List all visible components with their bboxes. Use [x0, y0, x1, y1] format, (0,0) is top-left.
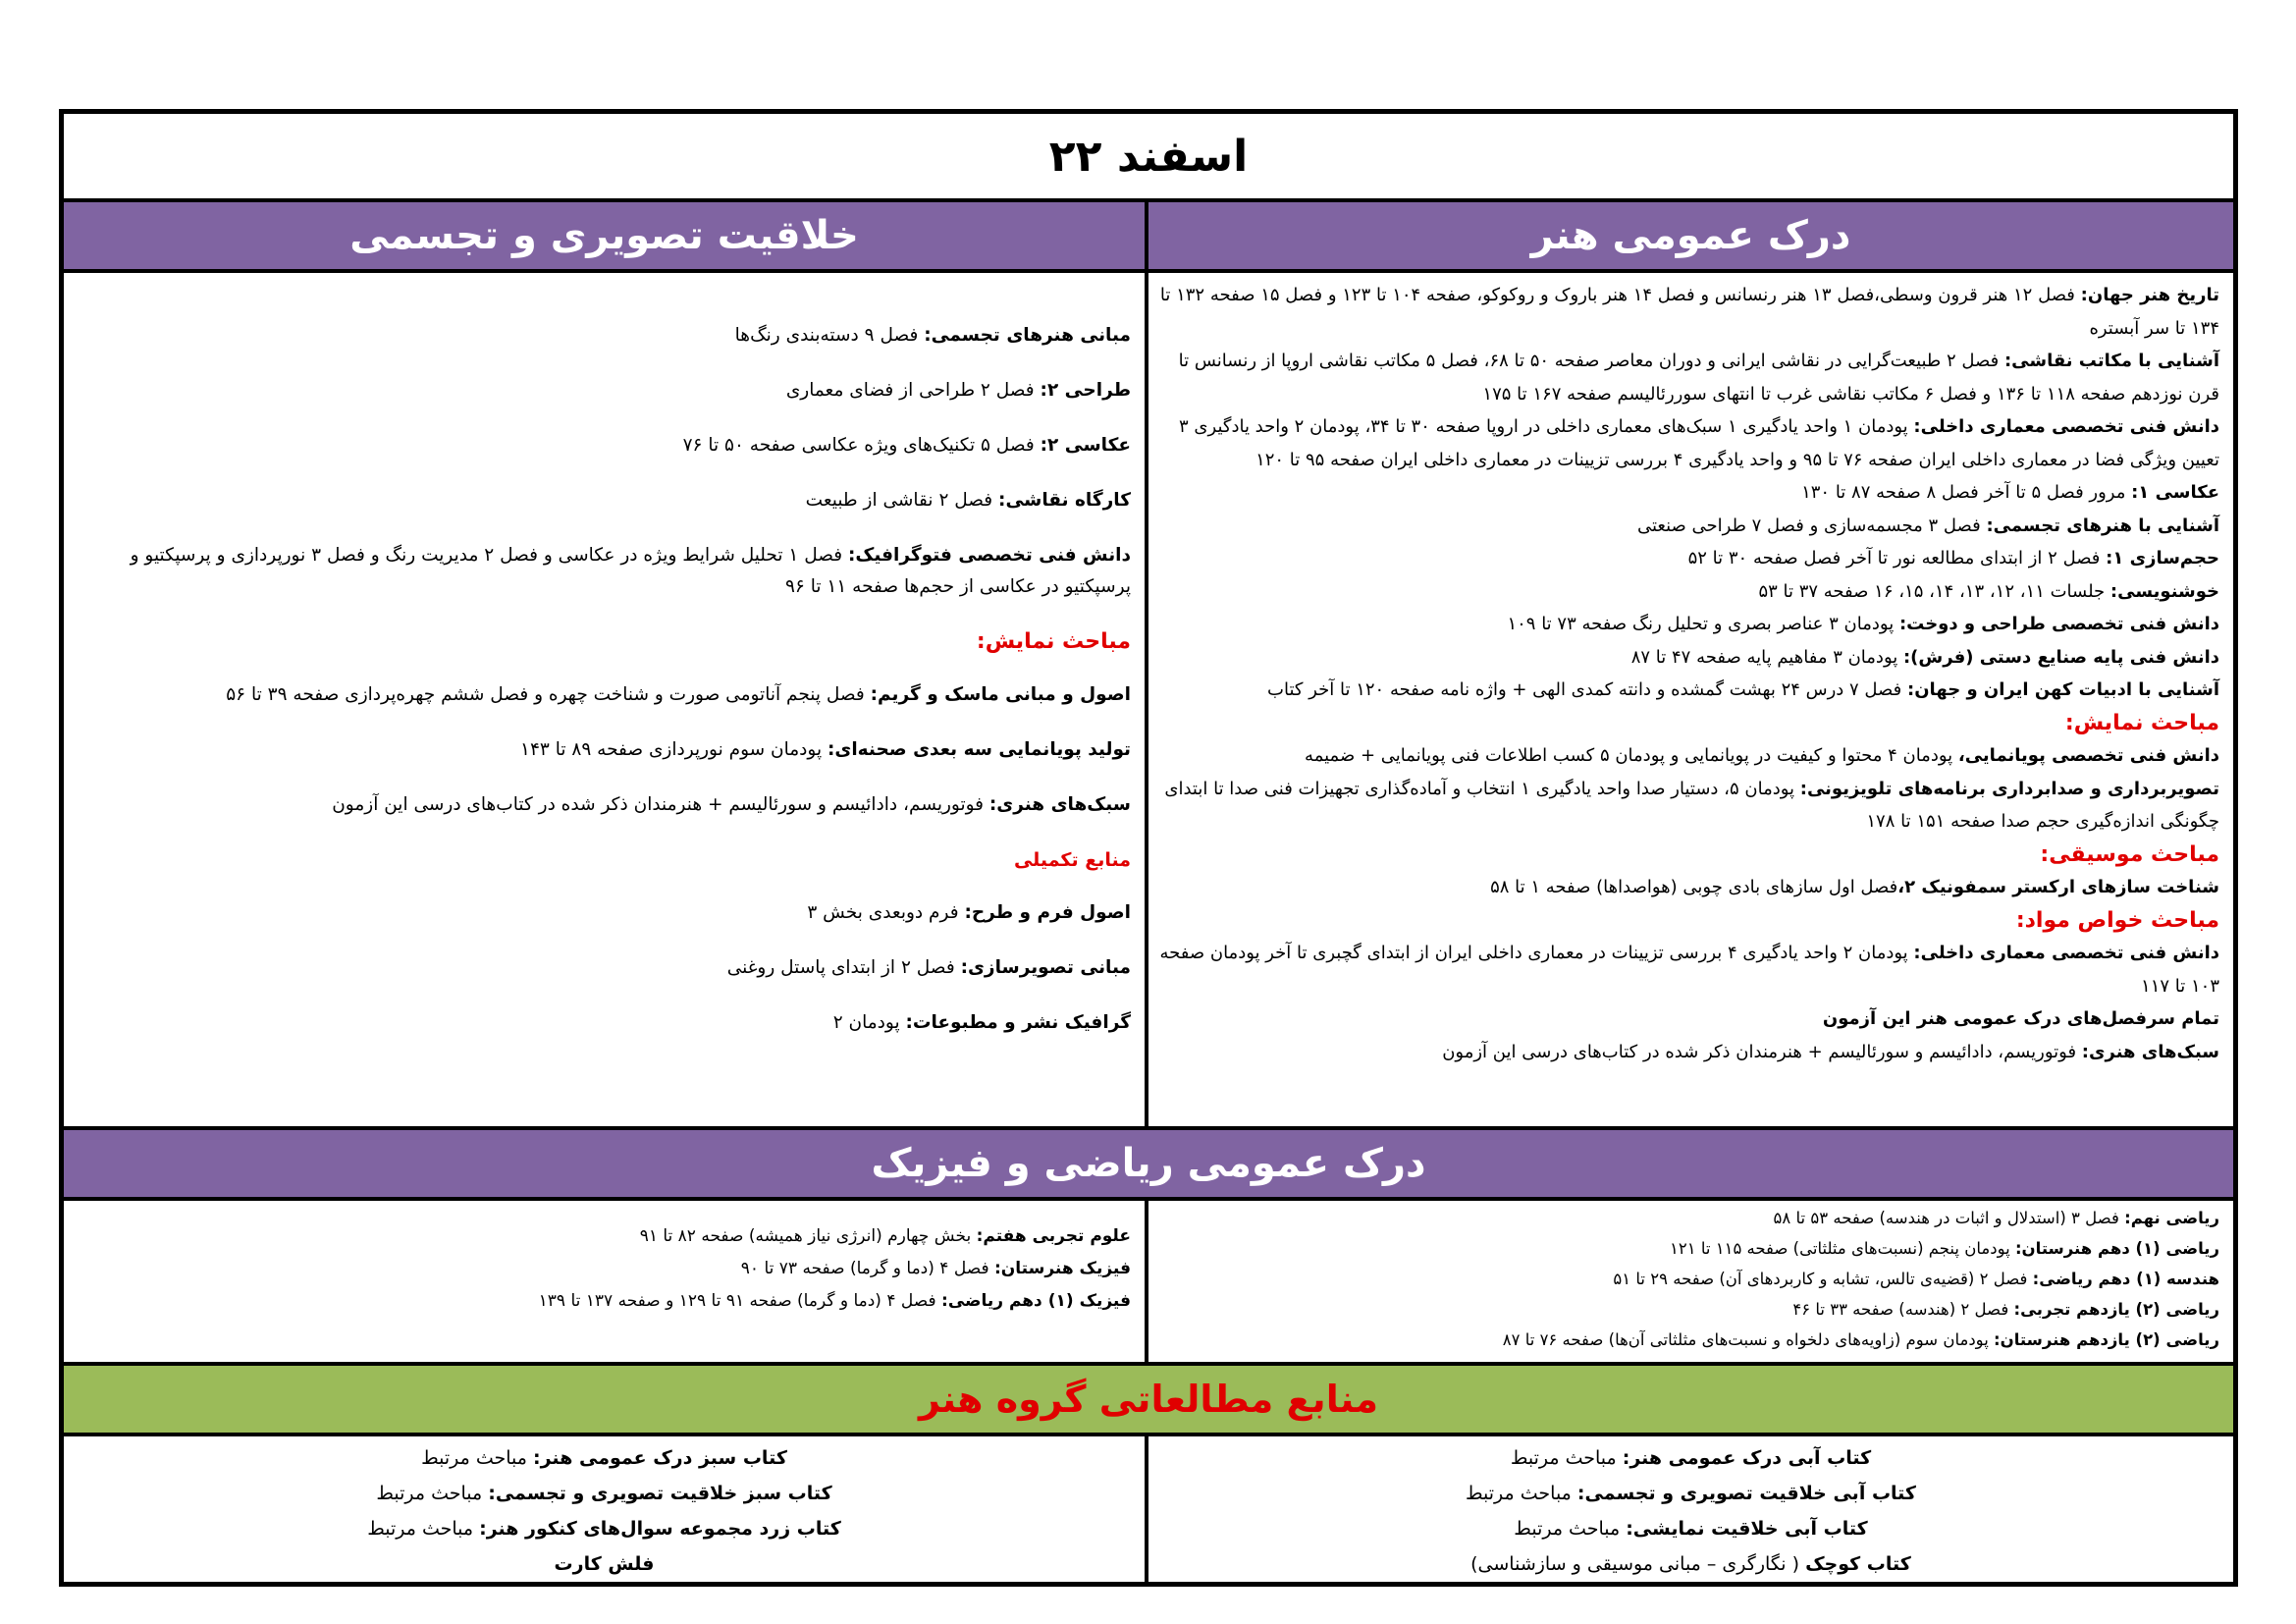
- item-text: بخش چهارم (انرژی نیاز همیشه) صفحه ۸۲ تا ۹۱: [639, 1226, 977, 1246]
- section1-header-row: [64, 202, 2233, 273]
- list-item: [74, 1253, 1131, 1285]
- item-text: پودمان ۵، دستیار صدا واحد یادگیری ۱ انتخاب و آماده‌گذاری تجهیزات فنی صدا تا ابتدای چگونگی اندازه‌گیری حجم صدا صفحه ۱۵۱ تا ۱۷۸: [1164, 778, 2219, 832]
- item-text: فصل ۲ طراحی از فضای معماری: [785, 380, 1041, 401]
- item-label: مبانی هنرهای تجسمی:: [924, 325, 1131, 346]
- list-item: [1148, 1511, 2233, 1546]
- item-label: کتاب سبز درک عمومی هنر:: [533, 1447, 787, 1469]
- item-text: مباحث مرتبط: [1514, 1518, 1627, 1540]
- list-item: [74, 952, 1131, 984]
- art-general-items: [1158, 279, 2219, 707]
- item-text: فصل ۱ تحلیل شرایط ویژه در عکاسی و فصل ۲ مدیریت رنگ و فصل ۳ نورپردازی و پرسپکتیو و پرسپکتیو در عکاسی از حجم‌ها صفحه ۱۱ تا ۹۶: [130, 545, 1131, 597]
- list-item: [1158, 1036, 2219, 1069]
- item-label: حجم‌سازی ۱:: [2106, 548, 2219, 568]
- item-label: گرافیک نشر و مطبوعات:: [905, 1012, 1131, 1033]
- list-item: [74, 320, 1131, 352]
- item-label: خوشنویسی:: [2109, 580, 2219, 602]
- item-text: پودمان ۲: [832, 1012, 906, 1033]
- item-text: مرور فصل ۵ تا آخر فصل ۸ صفحه ۸۷ تا ۱۳۰: [1801, 482, 2132, 503]
- item-label: تولید پویانمایی سه بعدی صحنه‌ای:: [827, 739, 1131, 760]
- green-books-content: [64, 1436, 1148, 1582]
- item-text: فصل ۷ درس ۲۴ بهشت گمشده و دانته کمدی الهی + واژه نامه صفحه ۱۲۰ تا آخر کتاب: [1267, 679, 1907, 700]
- item-text: فصل ۵ تکنیک‌های ویژه عکاسی صفحه ۵۰ تا ۷۶: [682, 435, 1041, 456]
- item-label: کتاب سبز خلاقیت تصویری و تجسمی:: [488, 1483, 832, 1504]
- list-item: [1158, 773, 2219, 839]
- item-text: فصل پنجم آناتومی صورت و شناخت چهره و فصل ششم چهره‌پردازی صفحه ۳۹ تا ۵۶: [226, 684, 871, 705]
- list-item: [1158, 641, 2219, 675]
- list-item: [64, 1546, 1145, 1582]
- music-heading: مباحث موسیقی:: [2040, 841, 2219, 867]
- math-physics-header: درک عمومی ریاضی و فیزیک: [64, 1130, 2233, 1201]
- date-title-row: [64, 114, 2233, 202]
- item-label: مبانی تصویرسازی:: [960, 957, 1131, 978]
- item-label: ریاضی (۱) دهم هنرستان:: [2014, 1239, 2219, 1258]
- sources-heading: منابع تکمیلی: [1013, 849, 1131, 871]
- item-text: فصل ۴ (دما و گرما) صفحه ۷۳ تا ۹۰: [740, 1259, 994, 1278]
- visual-creativity-content: [64, 273, 1148, 1126]
- blue-books-content: [1148, 1436, 2233, 1582]
- schedule-table: [59, 109, 2238, 1587]
- item-label: دانش فنی پایه صنایع دستی (فرش):: [1902, 646, 2219, 668]
- left-namayesh-items: [74, 679, 1131, 821]
- item-label: سبک‌های هنری:: [988, 794, 1131, 815]
- item-text: فصل ۱۲ هنر قرون وسطی،فصل ۱۳ هنر رنسانس و فصل ۱۴ هنر باروک و روکوکو، صفحه ۱۰۴ تا ۱۲۳ و فصل ۱۵ صفحه ۱۳۲ تا ۱۳۴ تا سر آبستره: [1159, 285, 2219, 339]
- item-text: فرم دوبعدی بخش ۳: [807, 902, 965, 923]
- item-text: فصل ۳ (استدلال و اثبات در هندسه) صفحه ۵۳ تا ۵۸: [1773, 1209, 2125, 1227]
- list-item: [1158, 476, 2219, 510]
- item-text: فصل اول سازهای بادی چوبی (هواصداها) صفحه ۱ تا ۵۸: [1490, 877, 1898, 897]
- list-item: [1158, 345, 2219, 410]
- item-text: پودمان پنجم (نسبت‌های مثلثاتی) صفحه ۱۱۵ تا ۱۲۱: [1670, 1239, 2015, 1258]
- item-label: کتاب آبی درک عمومی هنر:: [1622, 1447, 1872, 1469]
- item-label: تمام سرفصل‌های درک عمومی هنر این آزمون: [1822, 1008, 2219, 1029]
- item-text: فصل ۲ نقاشی از طبیعت: [805, 490, 999, 511]
- item-label: کتاب آبی خلاقیت نمایشی:: [1626, 1518, 1868, 1540]
- list-item: [74, 897, 1131, 929]
- list-item: [74, 1285, 1131, 1318]
- item-label: طراحی ۲:: [1040, 380, 1131, 401]
- item-label: کتاب کوچک: [1805, 1553, 1911, 1575]
- left-namayesh-heading: مباحث نمایش:: [976, 629, 1131, 654]
- material-heading: مباحث خواص مواد:: [2015, 907, 2219, 933]
- list-item: [1148, 1546, 2233, 1582]
- list-item: [1158, 871, 2219, 904]
- item-label: هندسه (۱) دهم ریاضی:: [2032, 1270, 2219, 1288]
- item-text: مباحث مرتبط: [421, 1447, 534, 1469]
- item-label: کتاب زرد مجموعه سوال‌های کنکور هنر:: [479, 1518, 841, 1540]
- item-text: فوتوریسم، دادائیسم و سورئالیسم + هنرمندان ذکر شده در کتاب‌های درسی این آزمون: [332, 794, 989, 815]
- list-item: [1158, 1294, 2219, 1325]
- music-items: [1158, 871, 2219, 904]
- item-label: علوم تجربی هفتم:: [976, 1226, 1131, 1246]
- item-label: فیزیک (۱) دهم ریاضی:: [941, 1291, 1131, 1311]
- item-label: تاریخ هنر جهان:: [2080, 285, 2219, 305]
- list-item: [1158, 542, 2219, 575]
- namayesh-heading: مباحث نمایش:: [2064, 710, 2219, 735]
- item-text: فصل ۴ (دما و گرما) صفحه ۹۱ تا ۱۲۹ و صفحه ۱۳۷ تا ۱۳۹: [538, 1291, 942, 1311]
- study-sources-header: منابع مطالعاتی گروه هنر: [64, 1366, 2233, 1436]
- list-item: [74, 734, 1131, 766]
- list-item: [74, 679, 1131, 711]
- section1-content-row: [64, 273, 2233, 1130]
- item-text: جلسات ۱۱، ۱۲، ۱۳، ۱۴، ۱۵، ۱۶ صفحه ۳۷ تا ۵۳: [1758, 580, 2110, 602]
- item-label: اصول و مبانی ماسک و گریم:: [870, 684, 1131, 705]
- item-label: دانش فنی تخصصی پویانمایی،: [1957, 745, 2219, 766]
- item-label: تصویربرداری و صدابرداری برنامه‌های تلویزیونی:: [1799, 778, 2219, 799]
- list-item: [1148, 1476, 2233, 1511]
- list-item: [64, 1440, 1145, 1476]
- list-item: [74, 1007, 1131, 1039]
- item-label: دانش فنی تخصصی فتوگرافیک:: [848, 545, 1131, 566]
- list-item: [74, 375, 1131, 406]
- item-text: فصل ۳ مجسمه‌سازی و فصل ۷ طراحی صنعتی: [1636, 514, 1987, 536]
- list-item: [1158, 279, 2219, 345]
- namayesh-items: [1158, 739, 2219, 839]
- material-items: [1158, 937, 2219, 1068]
- list-item: [74, 540, 1131, 603]
- item-label: عکاسی ۱:: [2131, 482, 2219, 503]
- item-label: سبک‌های هنری:: [2081, 1041, 2219, 1062]
- section3-content-row: [64, 1436, 2233, 1582]
- item-label: دانش فنی تخصصی معماری داخلی:: [1913, 943, 2219, 963]
- item-text: مباحث مرتبط: [1510, 1447, 1623, 1469]
- item-label: عکاسی ۲:: [1040, 435, 1131, 456]
- art-general-content: [1148, 273, 2233, 1126]
- list-item: [1158, 1203, 2219, 1233]
- list-item: [1158, 1002, 2219, 1036]
- item-text: فصل ۲ (هندسه) صفحه ۳۳ تا ۴۶: [1792, 1300, 2014, 1319]
- list-item: [1158, 608, 2219, 641]
- item-label: ریاضی (۲) یازدهم هنرستان:: [1994, 1330, 2219, 1349]
- item-text: پودمان ۳ عناصر بصری و تحلیل رنگ صفحه ۷۳ تا ۱۰۹: [1507, 614, 1899, 634]
- item-label: ریاضی نهم:: [2124, 1209, 2219, 1227]
- item-text: پودمان ۳ مفاهیم پایه صفحه ۴۷ تا ۸۷: [1630, 646, 1903, 668]
- item-text: پودمان سوم نورپردازی صفحه ۸۹ تا ۱۴۳: [520, 739, 828, 760]
- item-text: پودمان ۱ واحد یادگیری ۱ سبک‌های معماری داخلی در اروپا صفحه ۳۰ تا ۳۴، پودمان ۲ واحد یادگیری ۳ تعیین ویژگی فضا در معماری داخلی ایران صفحه ۷۶ تا ۹۵ و واحد یادگیری ۴ بررسی تزیینات در معماری داخلی ایران صفحه ۹۵ تا ۱۲۰: [1179, 416, 2219, 470]
- item-text: ( نگارگری – مبانی موسیقی و سازشناسی): [1470, 1553, 1806, 1575]
- item-text: پودمان ۴ محتوا و کیفیت در پویانمایی و پودمان ۵ کسب اطلاعات فنی پویانمایی + ضمیمه: [1305, 745, 1958, 766]
- sources-items: [74, 897, 1131, 1039]
- list-item: [74, 430, 1131, 461]
- item-text: مباحث مرتبط: [376, 1483, 489, 1504]
- list-item: [1158, 410, 2219, 476]
- item-label: اصول فرم و طرح:: [964, 902, 1131, 923]
- item-label: فیزیک هنرستان:: [993, 1259, 1131, 1278]
- page-title: ۲۲ اسفند: [1048, 131, 1249, 182]
- list-item: [1158, 1264, 2219, 1294]
- item-label: آشنایی با هنرهای تجسمی:: [1986, 514, 2219, 536]
- item-text: فوتوریسم، دادائیسم و سورئالیسم + هنرمندان ذکر شده در کتاب‌های درسی این آزمون: [1442, 1041, 2082, 1062]
- item-text: فصل ۲ طبیعت‌گرایی در نقاشی ایرانی و دوران معاصر صفحه ۵۰ تا ۶۸، فصل ۵ مکاتب نقاشی اروپا از رنسانس تا قرن نوزدهم صفحه ۱۱۸ تا ۱۳۶ و فصل ۶ مکاتب نقاشی غرب تا انتهای سوررئالیسم صفحه ۱۶۷ تا ۱۷۵: [1178, 351, 2219, 405]
- list-item: [1158, 1233, 2219, 1264]
- list-item: [1158, 937, 2219, 1002]
- item-text: فصل ۹ دسته‌بندی رنگ‌ها: [734, 325, 925, 346]
- item-label: ریاضی (۲) یازدهم تجربی:: [2013, 1300, 2219, 1319]
- list-item: [64, 1511, 1145, 1546]
- item-label: شناخت سازهای ارکستر سمفونیک ۲،: [1897, 877, 2219, 897]
- item-label: کتاب آبی خلاقیت تصویری و تجسمی:: [1576, 1483, 1916, 1504]
- section2-content-row: [64, 1201, 2233, 1366]
- list-item: [64, 1476, 1145, 1511]
- item-text: پودمان سوم (زاویه‌های دلخواه و نسبت‌های مثلثاتی آن‌ها) صفحه ۷۶ تا ۸۷: [1502, 1330, 1995, 1349]
- item-text: فصل ۲ از ابتدای مطالعه نور تا آخر فصل صفحه ۳۰ تا ۵۲: [1687, 548, 2107, 568]
- visual-creativity-header: خلاقیت تصویری و تجسمی: [64, 202, 1148, 269]
- item-text: فصل ۲ (قضیه‌ی تالس، تشابه و کاربردهای آن) صفحه ۲۹ تا ۵۱: [1613, 1270, 2033, 1288]
- list-item: [74, 485, 1131, 516]
- item-label: دانش فنی تخصصی طراحی و دوخت:: [1898, 614, 2219, 634]
- art-general-header: درک عمومی هنر: [1148, 202, 2233, 269]
- list-item: [74, 789, 1131, 821]
- list-item: [1158, 674, 2219, 707]
- physics-content: [64, 1201, 1148, 1362]
- list-item: [74, 1220, 1131, 1253]
- item-label: کارگاه نقاشی:: [998, 490, 1131, 511]
- item-text: مباحث مرتبط: [1466, 1483, 1577, 1504]
- list-item: [1158, 510, 2219, 543]
- list-item: [1158, 575, 2219, 609]
- item-label: دانش فنی تخصصی معماری داخلی:: [1913, 416, 2219, 437]
- item-text: پودمان ۲ واحد یادگیری ۴ بررسی تزیینات در معماری داخلی ایران از ابتدای گچبری تا آخر پودمان صفحه ۱۰۳ تا ۱۱۷: [1159, 943, 2219, 997]
- item-text: مباحث مرتبط: [367, 1518, 480, 1540]
- list-item: [1148, 1440, 2233, 1476]
- item-label: آشنایی با ادبیات کهن ایران و جهان:: [1907, 679, 2219, 700]
- visual-items: [74, 320, 1131, 603]
- item-text: فصل ۲ از ابتدای پاستل روغنی: [726, 957, 961, 978]
- list-item: [1158, 739, 2219, 773]
- list-item: [1158, 1325, 2219, 1355]
- item-label: فلش کارت: [554, 1553, 655, 1575]
- item-label: آشنایی با مکاتب نقاشی:: [2003, 351, 2219, 371]
- math-content: [1148, 1201, 2233, 1362]
